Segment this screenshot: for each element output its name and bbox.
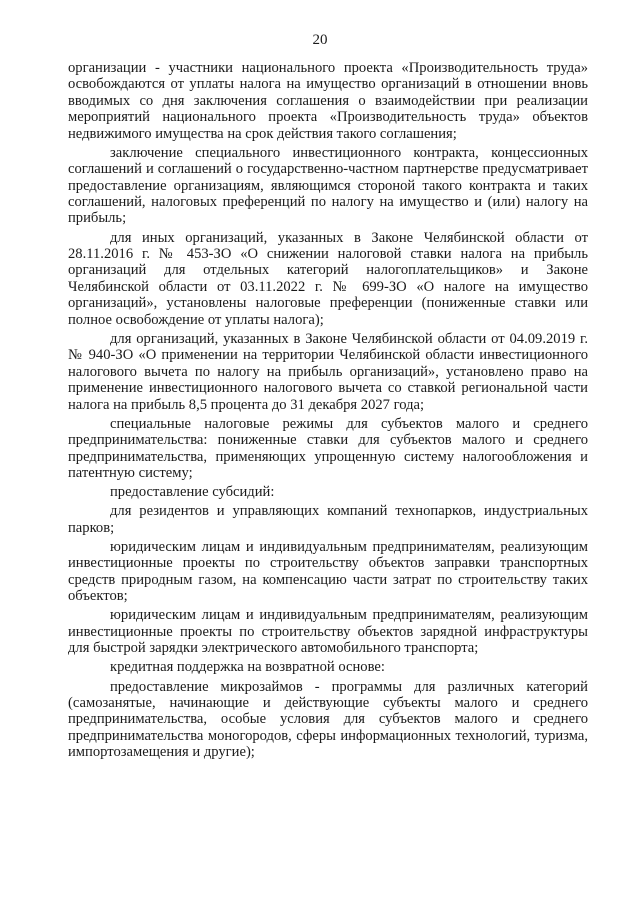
paragraph-8: юридическим лицам и индивидуальным предпринимателям, реализующим инвестиционные проекты по строительству объектов заправки транспортных средств природным газом, на компенсацию части затрат по строительству таких объектов; (68, 538, 588, 605)
paragraph-2: заключение специального инвестиционного контракта, концессионных соглашений и соглашений о государственно-частном партнерстве предусматривает предоставление организациям, являющимся стороной такого контракта и таких соглашений, налоговых преференций по налогу на имущество и (или) налогу на прибыль; (68, 144, 588, 227)
paragraph-10: кредитная поддержка на возвратной основе: (110, 659, 385, 676)
page-number: 20 (312, 32, 328, 48)
paragraph-5: специальные налоговые режимы для субъектов малого и среднего предпринимательства: пониженные ставки для субъектов малого и среднего предпринимательства, применяющих упрощенную систему налогообложения и патентную систему; (68, 415, 588, 481)
paragraph-11: предоставление микрозаймов - программы для различных категорий (самозанятые, начинающие и действующие субъекты малого и среднего предпринимательства, особые условия для субъектов малого и среднего предпринимательства моногородов, сферы информационных технологий, туризма, импортозамещения и другие); (68, 678, 588, 761)
paragraph-9: юридическим лицам и индивидуальным предпринимателям, реализующим инвестиционные проекты по строительству объектов зарядной инфраструктуры для быстрой зарядки электрического автомобильного транспорта; (68, 607, 588, 657)
document-body (68, 60, 588, 763)
paragraph-1: организации - участники национального проекта «Производительность труда» освобождаются от уплаты налога на имущество организаций в отношении вновь вводимых со дня заключения соглашения о взаимодействии при реализации мероприятий национального проекта «Производительность труда» объектов недвижимого имущества на срок действия такого соглашения; (68, 60, 588, 142)
paragraph-3: для иных организаций, указанных в Законе Челябинской области от 28.11.2016 г. № 453-ЗО «О снижении налоговой ставки налога на прибыль организаций для отдельных категорий налогоплательщиков» и Законе Челябинской области от 03.11.2022 г. № 699-ЗО «О налоге на имущество организаций», установлены налоговые преференции (пониженные ставки или полное освобождение от уплаты налога); (68, 229, 588, 328)
paragraph-7: для резидентов и управляющих компаний технопарков, индустриальных парков; (68, 503, 588, 536)
paragraph-6: предоставление субсидий: (110, 484, 275, 501)
paragraph-4: для организаций, указанных в Законе Челябинской области от 04.09.2019 г. № 940-ЗО «О применении на территории Челябинской области инвестиционного налогового вычета по налогу на прибыль организаций», установлено право на применение инвестиционного налогового вычета со ставкой региональной части налога на прибыль 8,5 процента до 31 декабря 2027 года; (68, 330, 588, 413)
